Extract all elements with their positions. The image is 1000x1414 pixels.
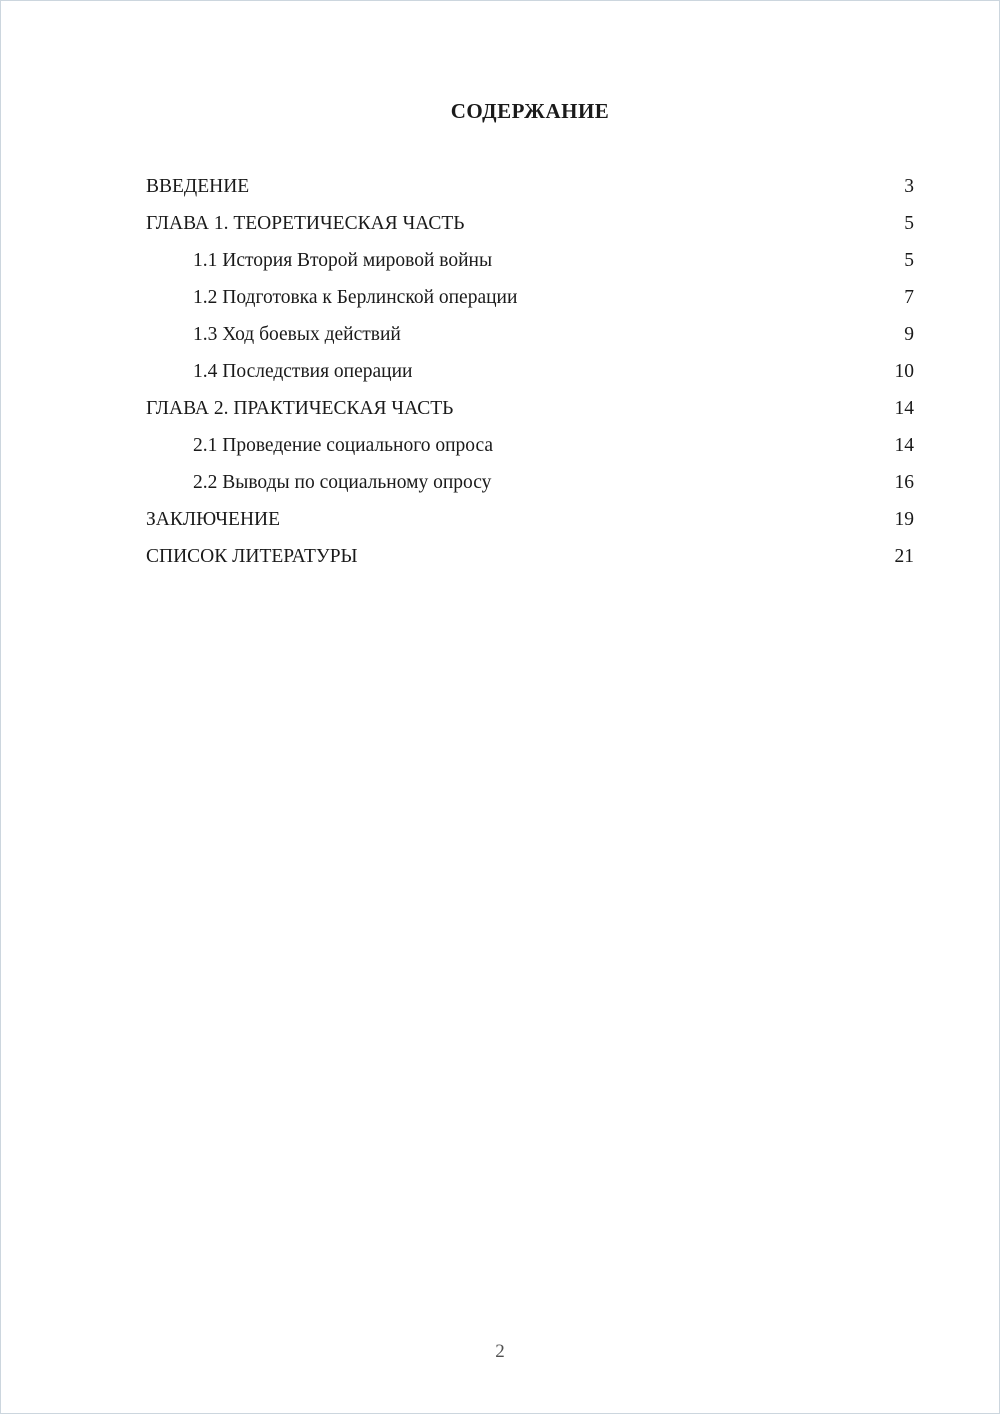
toc-entry	[146, 168, 914, 205]
toc-entry-page: 21	[894, 546, 914, 567]
toc-entry	[146, 427, 914, 464]
toc-entry-label: 1.1 История Второй мировой войны	[193, 250, 493, 271]
toc-entry-page: 14	[894, 435, 914, 456]
toc-entry-label: 2.2 Выводы по социальному опросу	[193, 472, 492, 493]
footer-page-number: 2	[495, 1341, 505, 1362]
toc-entry-label: 1.4 Последствия операции	[193, 361, 413, 382]
toc-entry-page: 7	[904, 287, 914, 308]
toc-entry	[146, 242, 914, 279]
toc-entry	[146, 538, 914, 575]
toc-entry-page: 10	[894, 361, 914, 382]
toc-entry	[146, 353, 914, 390]
toc-entry-label: 2.1 Проведение социального опроса	[193, 435, 494, 456]
toc-entry-page: 14	[894, 398, 914, 419]
toc-entry	[146, 390, 914, 427]
toc-entry	[146, 464, 914, 501]
toc-entry-label: ВВЕДЕНИЕ	[146, 176, 250, 197]
page-title: СОДЕРЖАНИЕ	[450, 99, 610, 123]
toc-entry-label: ГЛАВА 2. ПРАКТИЧЕСКАЯ ЧАСТЬ	[146, 398, 454, 419]
toc-entry-label: ЗАКЛЮЧЕНИЕ	[146, 509, 281, 530]
toc-entry	[146, 501, 914, 538]
toc-entry-page: 19	[894, 509, 914, 530]
toc-entry-label: 1.2 Подготовка к Берлинской операции	[193, 287, 518, 308]
toc-section	[146, 93, 914, 575]
toc-entry	[146, 279, 914, 316]
toc-entry-page: 5	[904, 213, 914, 234]
toc-entry-page: 3	[904, 176, 914, 197]
toc-entry-label: СПИСОК ЛИТЕРАТУРЫ	[146, 546, 358, 567]
toc-entry	[146, 316, 914, 353]
toc-entry-page: 5	[904, 250, 914, 271]
toc-entry-page: 9	[904, 324, 914, 345]
toc-entry-page: 16	[894, 472, 914, 493]
toc-entry-label: ГЛАВА 1. ТЕОРЕТИЧЕСКАЯ ЧАСТЬ	[146, 213, 465, 234]
toc-entry-label: 1.3 Ход боевых действий	[193, 324, 401, 345]
toc-entry	[146, 205, 914, 242]
